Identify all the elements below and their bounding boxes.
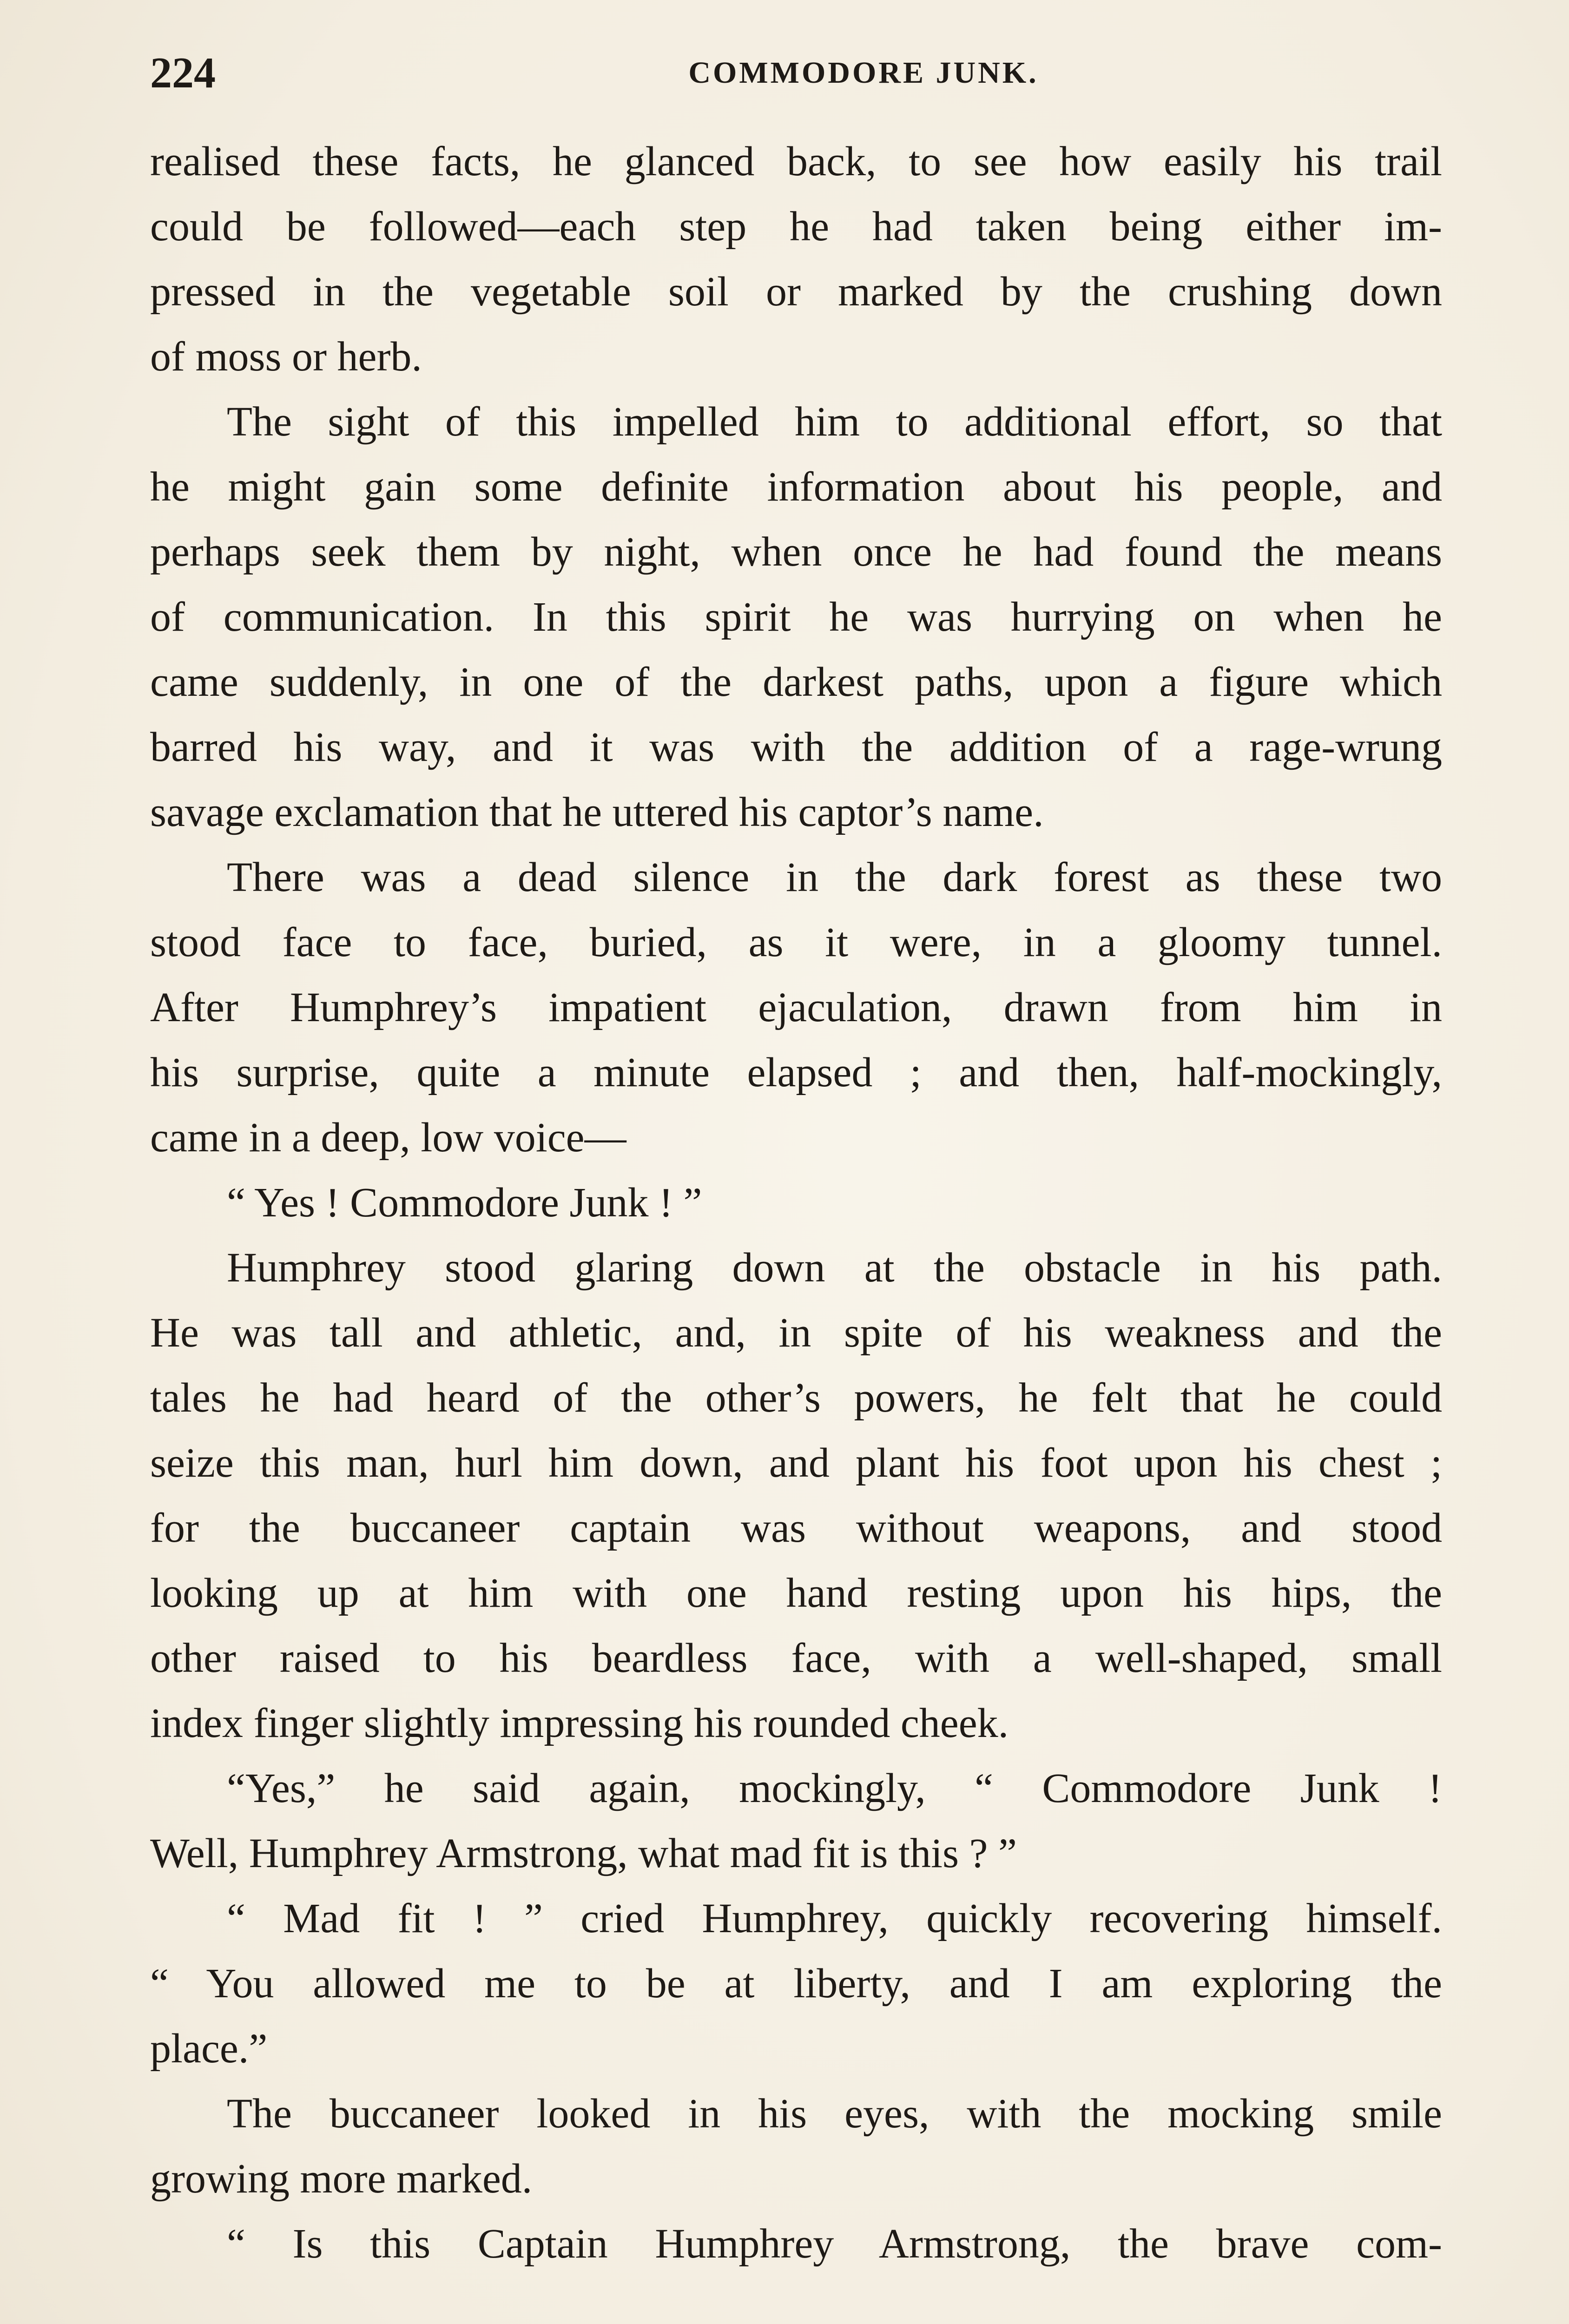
text-line: perhaps seek them by night, when once he had found the means [150,529,1442,575]
text-line: He was tall and athletic, and, in spite of his weakness and the [150,1310,1442,1356]
text-line: of communication. In this spirit he was hurrying on when he [150,594,1442,640]
page-number: 224 [150,49,216,97]
text-line: of moss or herb. [150,334,422,380]
text-line: Humphrey stood glaring down at the obstacle in his path. [227,1245,1442,1291]
text-line: “ Mad fit ! ” cried Humphrey, quickly recovering himself. [227,1895,1442,1941]
text-line: realised these facts, he glanced back, to see how easily his trail [150,139,1442,185]
text-line: came suddenly, in one of the darkest paths, upon a figure which [150,659,1442,705]
text-line: stood face to face, buried, as it were, in a gloomy tunnel. [150,919,1442,965]
text-line: index finger slightly impressing his rounded cheek. [150,1700,1009,1746]
text-line: savage exclamation that he uttered his captor’s name. [150,789,1044,835]
text-line: barred his way, and it was with the addition of a rage-wrung [150,724,1442,770]
text-line: for the buccaneer captain was without weapons, and stood [150,1505,1442,1551]
text-line: The sight of this impelled him to additional effort, so that [227,399,1442,445]
text-line: his surprise, quite a minute elapsed ; and then, half-mockingly, [150,1050,1442,1096]
text-line: seize this man, hurl him down, and plant his foot upon his chest ; [150,1440,1442,1486]
text-line: “ You allowed me to be at liberty, and I am exploring the [150,1961,1442,2007]
text-line: Well, Humphrey Armstrong, what mad fit is this ? ” [150,1830,1017,1876]
text-line: looking up at him with one hand resting upon his hips, the [150,1570,1442,1616]
body-text [150,129,1442,2277]
text-line: There was a dead silence in the dark forest as these two [227,854,1442,900]
text-line: The buccaneer looked in his eyes, with the mocking smile [227,2091,1442,2137]
text-line: “Yes,” he said again, mockingly, “ Commodore Junk ! [227,1765,1442,1811]
text-line: he might gain some definite information about his people, and [150,464,1442,510]
text-line: could be followed—each step he had taken being either im- [150,204,1442,250]
text-line: “ Yes ! Commodore Junk ! ” [227,1180,702,1226]
text-line: pressed in the vegetable soil or marked by the crushing down [150,269,1442,315]
text-line: After Humphrey’s impatient ejaculation, drawn from him in [150,984,1442,1030]
running-head: COMMODORE JUNK. [688,56,1039,90]
text-line: tales he had heard of the other’s powers, he felt that he could [150,1375,1442,1421]
text-line: “ Is this Captain Humphrey Armstrong, the brave com- [227,2221,1442,2267]
text-line: place.” [150,2026,268,2072]
page-header [150,43,1447,103]
text-line: growing more marked. [150,2156,533,2202]
text-line: came in a deep, low voice— [150,1115,626,1161]
text-line: other raised to his beardless face, with a well-shaped, small [150,1635,1442,1681]
